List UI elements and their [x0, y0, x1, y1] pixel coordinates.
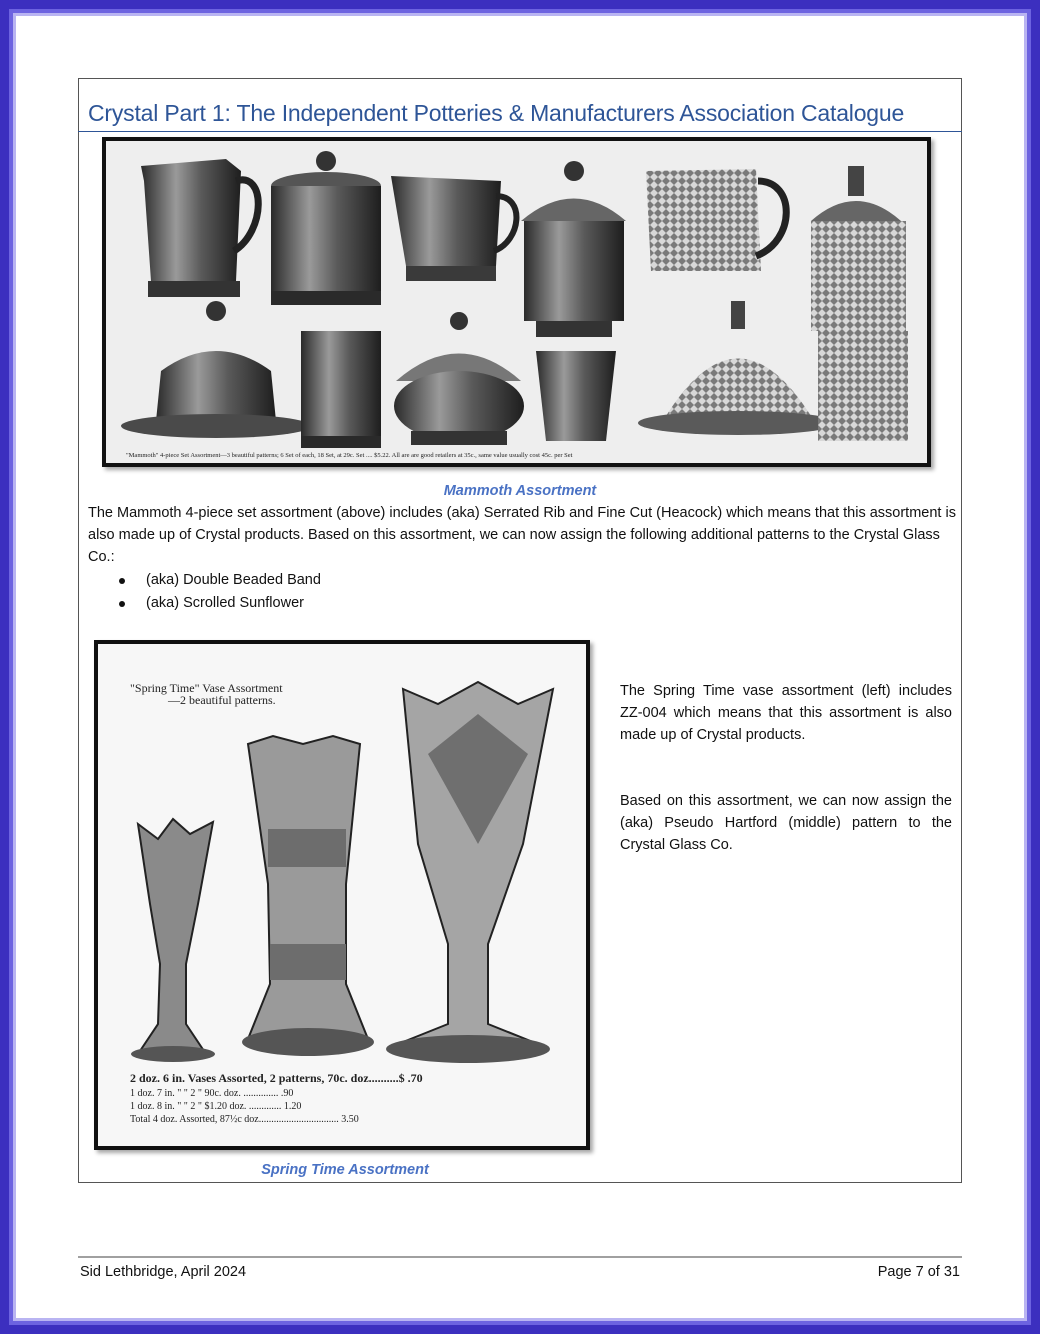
price-line-2: 1 doz. 7 in. " " 2 " 90c. doz. .............. .90	[130, 1088, 294, 1099]
mammoth-caption: Mammoth Assortment	[443, 483, 597, 499]
list-item: (aka) Double Beaded Band	[88, 569, 321, 592]
spooner-2-icon	[536, 351, 616, 441]
vase-heading-line1: "Spring Time" Vase Assortment	[130, 681, 283, 695]
list-item: (aka) Scrolled Sunflower	[88, 592, 321, 615]
price-line-1: 2 doz. 6 in. Vases Assorted, 2 patterns, 70c. doz..........$ .70	[130, 1071, 423, 1085]
page-title: Crystal Part 1: The Independent Potteries & Manufacturers Association Catalogue	[88, 100, 905, 126]
pattern-list	[88, 569, 321, 615]
title-underline	[78, 131, 962, 132]
footer-page-number: Page 7 of 31	[877, 1264, 960, 1280]
spooner-1-icon	[301, 331, 381, 448]
footer-rule	[78, 1256, 962, 1258]
spring-time-catalog-image	[94, 640, 590, 1150]
spring-time-paragraph: The Spring Time vase assortment (left) includes ZZ-004 which means that this assortment is also made up of Crystal products.	[620, 683, 952, 743]
mammoth-catalog-image	[102, 137, 931, 467]
price-line-4: Total 4 doz. Assorted, 87½c doz................................ 3.50	[130, 1114, 359, 1125]
mammoth-glassware-drawing	[106, 141, 927, 463]
pseudo-hartford-paragraph: Based on this assortment, we can now assign the (aka) Pseudo Hartford (middle) pattern to the Crystal Glass Co.	[620, 793, 952, 853]
spring-time-caption: Spring Time Assortment	[261, 1162, 429, 1178]
spooner-3-icon	[818, 331, 908, 441]
spring-time-vases-drawing	[98, 644, 586, 1146]
mammoth-paragraph: The Mammoth 4-piece set assortment (above) includes (aka) Serrated Rib and Fine Cut (Heacock) which means that this assortment is also made up of Crystal products. Based on this assortment, we can now assign the following additional patterns to the Crystal Glass Co.:	[88, 505, 956, 565]
bullet-icon	[119, 578, 125, 584]
vase-heading-line2: —2 beautiful patterns.	[168, 693, 276, 707]
mammoth-catalog-line: "Mammoth" 4-piece Set Assortment—3 beautiful patterns; 6 Set of each, 18 Set, at 29c. Set .... $5.22. All are are good retailers at 35c., same value usually cost 45c. per Set	[126, 452, 573, 459]
footer-author: Sid Lethbridge, April 2024	[80, 1264, 247, 1280]
bullet-icon	[119, 601, 125, 607]
price-line-3: 1 doz. 8 in. " " 2 " $1.20 doz. ............. 1.20	[130, 1101, 302, 1112]
